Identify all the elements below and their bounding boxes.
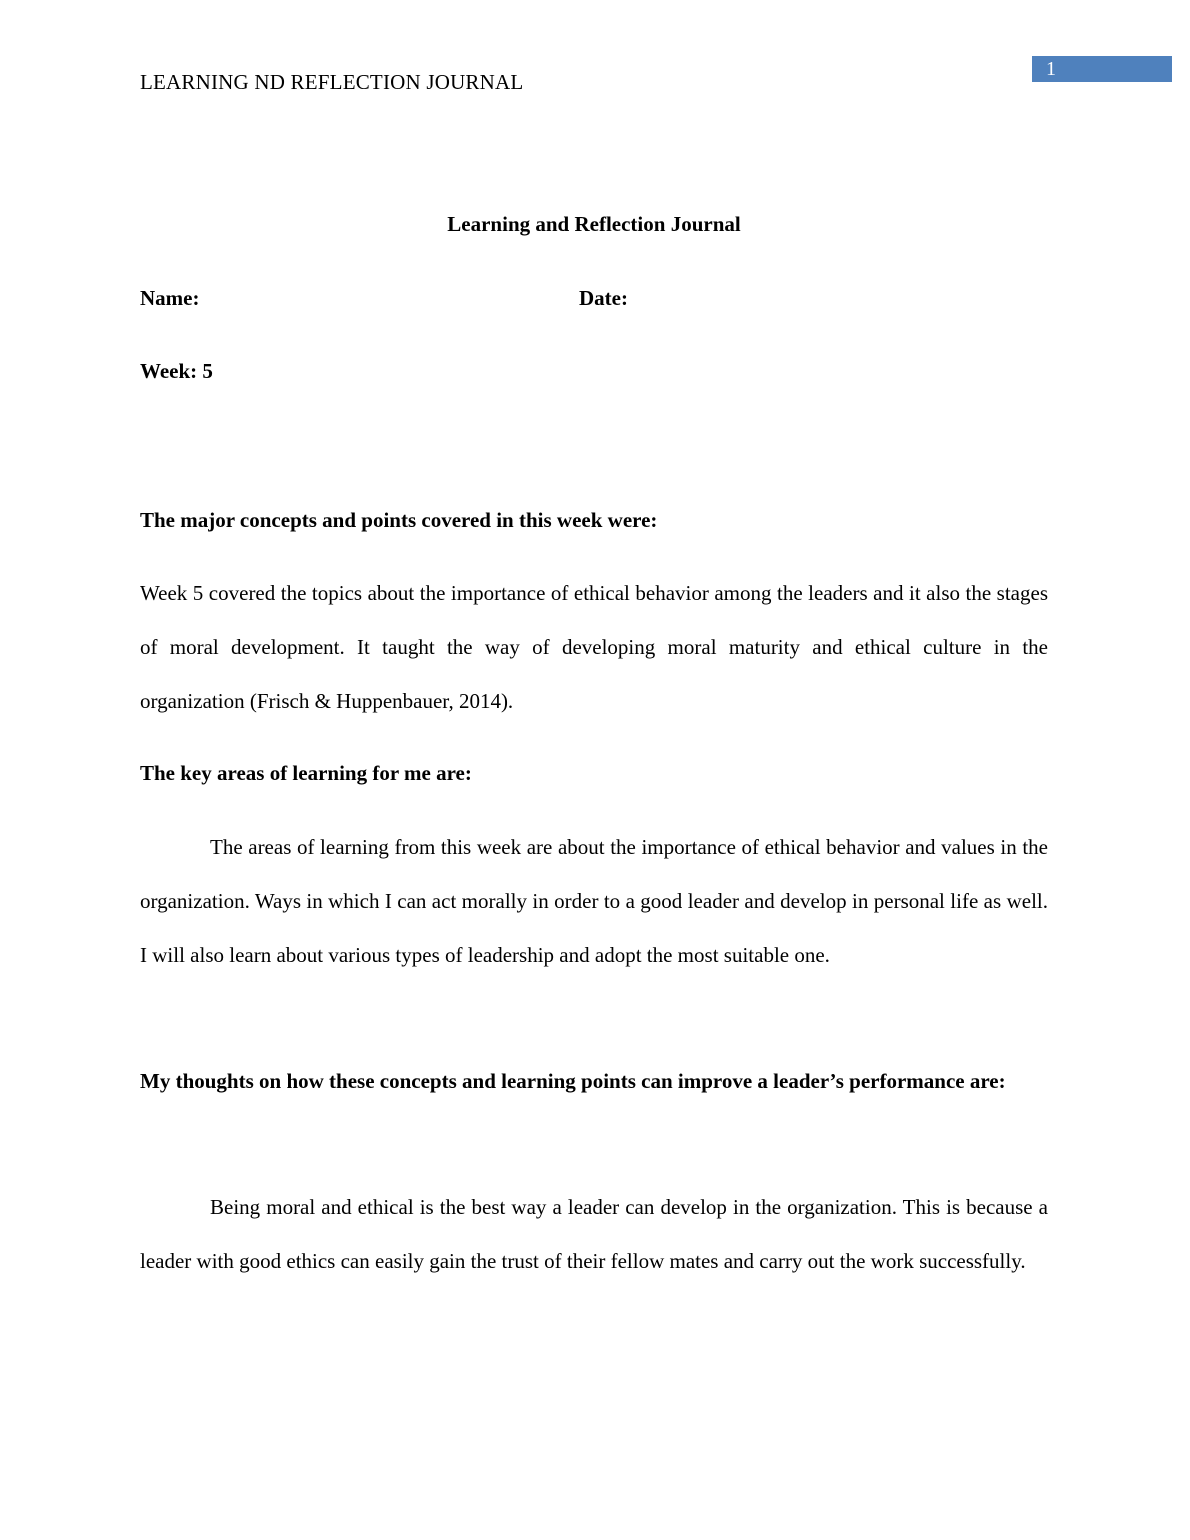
section-body-concepts: Week 5 covered the topics about the importance of ethical behavior among the leaders and it also the stages of moral development. It taught the way of developing moral maturity and ethical culture in the organization (Frisch & Huppenbauer, 2014). — [140, 581, 1048, 713]
name-label: Name: — [140, 286, 200, 310]
section-body-thoughts: Being moral and ethical is the best way a leader can develop in the organization. This is because a leader with good ethics can easily gain the trust of their fellow mates and carry out the work successfully. — [140, 1195, 1048, 1273]
section-body-learning: The areas of learning from this week are about the importance of ethical behavior and values in the organization. Ways in which I can act morally in order to a good leader and develop in personal life as well. I will also learn about various types of leadership and adopt the most suitable one. — [140, 835, 1048, 967]
date-label: Date: — [579, 286, 628, 310]
section-heading-concepts: The major concepts and points covered in this week were: — [140, 508, 658, 532]
document-title: Learning and Reflection Journal — [447, 212, 741, 236]
page-number: 1 — [1046, 58, 1056, 80]
section-heading-thoughts: My thoughts on how these concepts and learning points can improve a leader’s performance are: — [140, 1069, 1006, 1093]
section-heading-learning: The key areas of learning for me are: — [140, 761, 472, 785]
page-number-badge — [1032, 56, 1172, 82]
week-label: Week: 5 — [140, 359, 213, 383]
running-header-title: LEARNING ND REFLECTION JOURNAL — [140, 70, 524, 94]
